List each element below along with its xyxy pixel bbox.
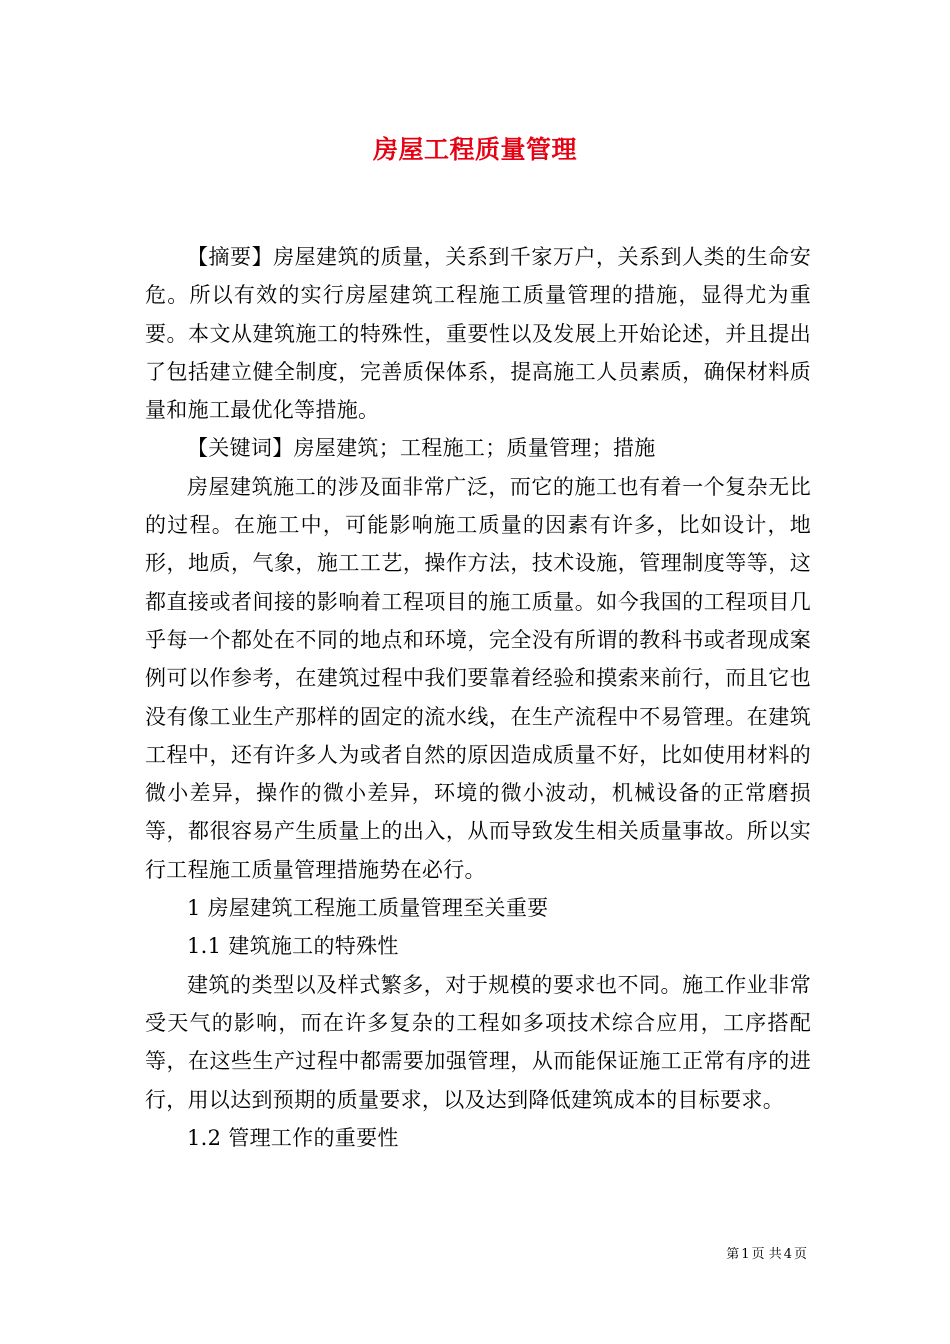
footer-current-page: 1	[741, 1247, 750, 1262]
abstract-paragraph: 【摘要】房屋建筑的质量，关系到千家万户，关系到人类的生命安危。所以有效的实行房屋建筑工程施工质量管理的措施，显得尤为重要。本文从建筑施工的特殊性，重要性以及发展上开始论述，并且提出了包括建立健全制度，完善质保体系，提高施工人员素质，确保材料质量和施工最优化等措施。	[145, 245, 811, 423]
footer-suffix: 页	[793, 1247, 807, 1262]
footer-prefix: 第	[726, 1247, 740, 1262]
subsection-heading-1-2: 1.2 管理工作的重要性	[187, 1125, 399, 1150]
intro-paragraph: 房屋建筑施工的涉及面非常广泛，而它的施工也有着一个复杂无比的过程。在施工中，可能影响施工质量的因素有许多，比如设计，地形，地质，气象，施工工艺，操作方法，技术设施，管理制度等等，这都直接或者间接的影响着工程项目的施工质量。如今我国的工程项目几乎每一个都处在不同的地点和环境，完全没有所谓的教科书或者现成案例可以作参考，在建筑过程中我们要靠着经验和摸索来前行，而且它也没有像工业生产那样的固定的流水线，在生产流程中不易管理。在建筑工程中，还有许多人为或者自然的原因造成质量不好，比如使用材料的微小差异，操作的微小差异，环境的微小波动，机械设备的正常磨损等，都很容易产生质量上的出入，从而导致发生相关质量事故。所以实行工程施工质量管理措施势在必行。	[145, 474, 811, 882]
page-number-footer	[726, 1246, 807, 1264]
footer-total-pages: 4	[783, 1247, 792, 1262]
section-1-1-paragraph: 建筑的类型以及样式繁多，对于规模的要求也不同。施工作业非常受天气的影响，而在许多复杂的工程如多项技术综合应用，工序搭配等，在这些生产过程中都需要加强管理，从而能保证施工正常有序的进行，用以达到预期的质量要求，以及达到降低建筑成本的目标要求。	[145, 972, 811, 1112]
keywords-paragraph: 【关键词】房屋建筑；工程施工；质量管理；措施	[187, 436, 656, 461]
document-title: 房屋工程质量管理	[372, 135, 577, 164]
footer-middle: 页 共	[751, 1247, 782, 1262]
section-heading-1: 1 房屋建筑工程施工质量管理至关重要	[187, 896, 549, 921]
document-body	[145, 238, 811, 1157]
subsection-heading-1-1: 1.1 建筑施工的特殊性	[187, 934, 399, 959]
